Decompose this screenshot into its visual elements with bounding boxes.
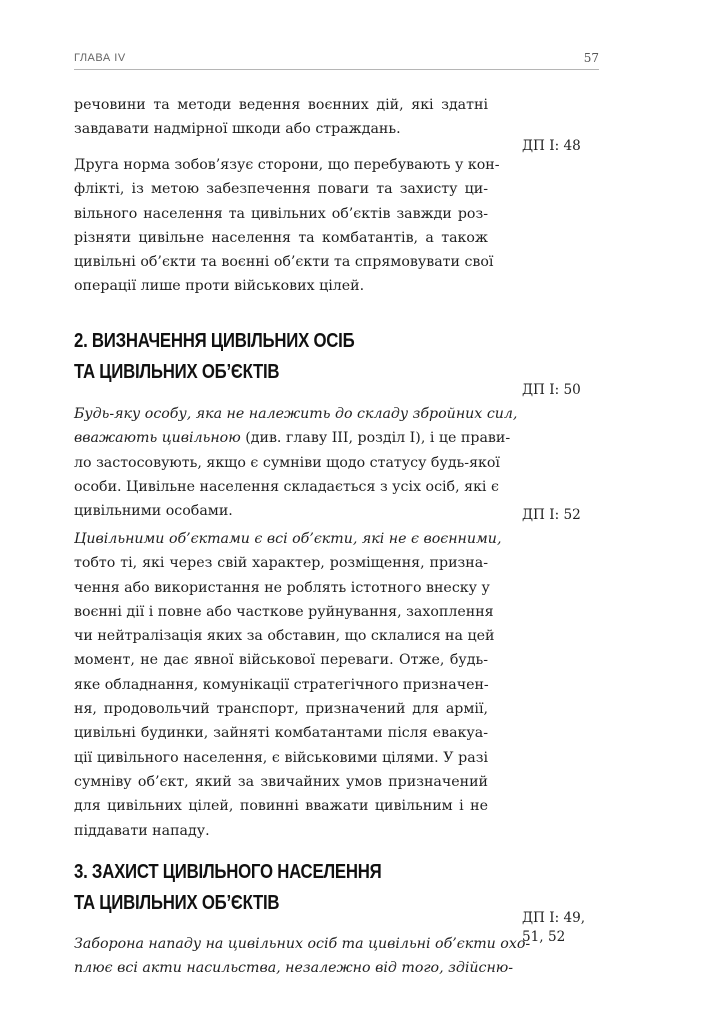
page-number: 57 [583, 51, 599, 65]
text-line [74, 932, 531, 956]
text-line [74, 402, 518, 426]
paragraph-3 [74, 402, 518, 523]
text-line [74, 956, 514, 980]
text-line: яке обладнання, комунікації стратегічного призначен- [74, 676, 489, 693]
text-line: цивільними особами. [74, 503, 233, 520]
margin-reference-line: ДП I: 49, [522, 910, 586, 926]
text-line: чи нейтралізація яких за обставин, що склалися на цей [74, 628, 495, 645]
chapter-header: ГЛАВА IV [74, 52, 126, 64]
italic-text: плює всі акти насильства, незалежно від того, здійсню- [74, 960, 514, 977]
text-line: піддавати нападу. [74, 822, 210, 839]
paragraph-2 [74, 153, 500, 299]
text-line: ло застосовують, якщо є сумніви щодо статусу будь-якої [74, 454, 500, 471]
paragraph-4 [74, 527, 502, 843]
header-divider [74, 69, 599, 70]
heading-line: 2. ВИЗНАЧЕННЯ ЦИВІЛЬНИХ ОСІБ [74, 330, 355, 352]
paragraph-5 [74, 932, 531, 981]
italic-text: Будь-яку особу, яка не належить до складу збройних сил, [74, 406, 518, 422]
text-line: флікті, із метою забезпечення поваги та захисту ци- [74, 181, 488, 198]
text-line: ції цивільного населення, є військовими цілями. У разі [74, 749, 488, 766]
section-heading-3 [74, 857, 381, 919]
margin-reference [522, 909, 585, 947]
regular-text: (див. главу III, розділ I), і це прави- [240, 430, 511, 447]
margin-reference: ДП I: 52 [522, 507, 581, 523]
margin-reference: ДП I: 48 [522, 138, 581, 154]
text-line: завдавати надмірної шкоди або страждань. [74, 121, 401, 138]
text-line [74, 426, 511, 450]
text-line: операції лише проти військових цілей. [74, 278, 365, 295]
text-line [74, 527, 502, 551]
text-line: особи. Цивільне населення складається з усіх осіб, які є [74, 478, 499, 495]
heading-line: 3. ЗАХИСТ ЦИВІЛЬНОГО НАСЕЛЕННЯ [74, 861, 382, 883]
text-line: речовини та методи ведення воєнних дій, які здатні [74, 97, 488, 113]
text-line: воєнні дії і повне або часткове руйнування, захоплення [74, 603, 494, 620]
text-line: Друга норма зобов’язує сторони, що перебувають у кон- [74, 157, 500, 173]
margin-reference-line: 51, 52 [522, 929, 566, 945]
section-heading-2 [74, 326, 354, 388]
text-line: ня, продовольчий транспорт, призначений для армії, [74, 701, 488, 718]
text-line: сумніву об’єкт, який за звичайних умов призначений [74, 773, 488, 790]
text-line: вільного населення та цивільних об’єктів завжди роз- [74, 205, 488, 222]
text-line: момент, не дає явної військової переваги. Отже, будь- [74, 652, 488, 669]
text-line: цивільні об’єкти та воєнні об’єкти та спрямовувати свої [74, 254, 494, 271]
text-line: чення або використання не роблять істотного внеску у [74, 579, 490, 596]
text-line: різняти цивільне населення та комбатантів, а також [74, 229, 488, 246]
italic-text: Цивільними об’єктами є всі об’єкти, які не є воєнними, [74, 531, 502, 547]
text-line: цивільні будинки, зайняті комбатантами після евакуа- [74, 725, 488, 742]
heading-line: ТА ЦИВІЛЬНИХ ОБ’ЄКТІВ [74, 361, 280, 383]
heading-line: ТА ЦИВІЛЬНИХ ОБ’ЄКТІВ [74, 892, 280, 914]
italic-text: Заборона нападу на цивільних осіб та цивільні об’єкти охо- [74, 936, 531, 952]
text-line: тобто ті, які через свій характер, розміщення, призна- [74, 555, 488, 572]
text-line: для цивільних цілей, повинні вважати цивільним і не [74, 798, 488, 815]
margin-reference: ДП I: 50 [522, 382, 581, 398]
paragraph-1 [74, 93, 488, 142]
italic-text: вважають цивільною [74, 430, 241, 447]
